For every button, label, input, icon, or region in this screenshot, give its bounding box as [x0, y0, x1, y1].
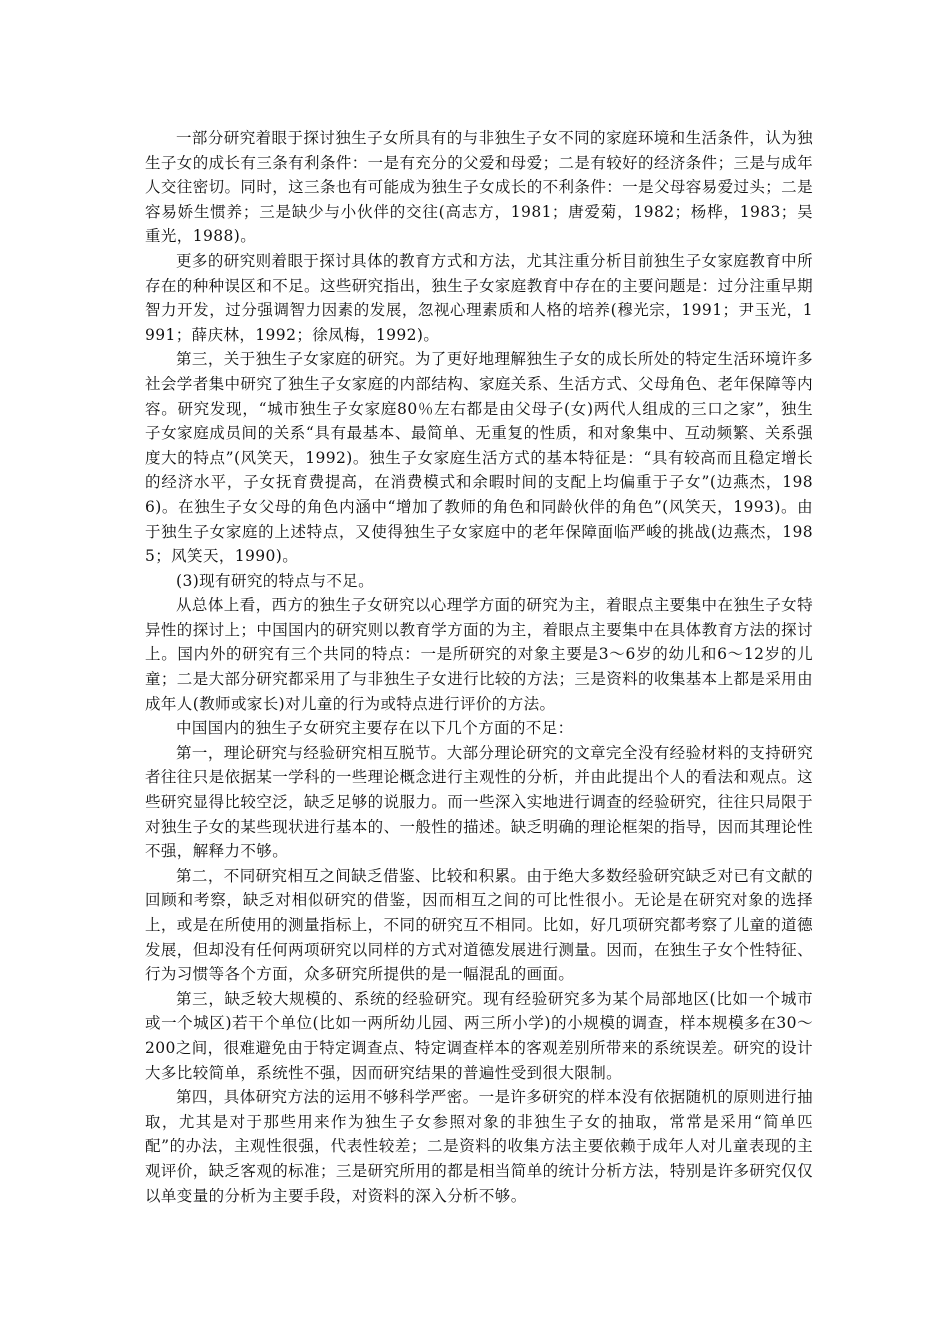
paragraph-shortcoming-3: 第三，缺乏较大规模的、系统的经验研究。现有经验研究多为某个局部地区(比如一个城市或一个城区)若干个单位(比如一两所幼儿园、两三所小学)的小规模的调查，样本规模多在30～200之间，很难避免由于特定调查点、特定调查样本的客观差别所带来的系统误差。研究的设计大多比较简单，系统性不强，因而研究结果的普遍性受到很大限制。: [145, 989, 813, 1082]
paragraph-family-conditions: 一部分研究着眼于探讨独生子女所具有的与非独生子女不同的家庭环境和生活条件，认为独生子女的成长有三条有利条件：一是有充分的父爱和母爱；二是有较好的经济条件；三是与成年人交往密切。同时，这三条也有可能成为独生子女成长的不利条件：一是父母容易爱过头；二是容易娇生惯养；三是缺少与小伙伴的交往(高志方，1981；唐爱菊，1982；杨桦，1983；吴重光，1988)。: [145, 129, 813, 246]
paragraph-family-research: 第三，关于独生子女家庭的研究。为了更好地理解独生子女的成长所处的特定生活环境许多社会学者集中研究了独生子女家庭的内部结构、家庭关系、生活方式、父母角色、老年保障等内容。研究发现，“城市独生子女家庭80％左右都是由父母子(女)两代人组成的三口之家”，独生子女家庭成员间的关系“具有最基本、最简单、无重复的性质，和对象集中、互动频繁、关系强度大的特点”(风笑天，1992)。独生子女家庭生活方式的基本特征是：“具有较高而且稳定增长的经济水平，子女抚育费提高，在消费模式和余暇时间的支配上均偏重于子女”(边燕杰，1986)。在独生子女父母的角色内涵中“增加了教师的角色和同龄伙伴的角色”(风笑天，1993)。由于独生子女家庭的上述特点，又使得独生子女家庭中的老年保障面临严峻的挑战(边燕杰，1985；风笑天，1990)。: [145, 350, 813, 566]
paragraph-shortcomings-intro: 中国国内的独生子女研究主要存在以下几个方面的不足：: [176, 719, 574, 738]
section-heading-features: (3)现有研究的特点与不足。: [176, 571, 375, 590]
paragraph-overview: 从总体上看，西方的独生子女研究以心理学方面的研究为主，着眼点主要集中在独生子女特异性的探讨上；中国国内的研究则以教育学方面的为主，着眼点主要集中在具体教育方法的探讨上。国内外的研究有三个共同的特点：一是所研究的对象主要是3～6岁的幼儿和6～12岁的儿童；二是大部分研究都采用了与非独生子女进行比较的方法；三是资料的收集基本上都是采用由成年人(教师或家长)对儿童的行为或特点进行评价的方法。: [145, 596, 813, 713]
document-body: [145, 126, 813, 1208]
paragraph-shortcoming-1: 第一，理论研究与经验研究相互脱节。大部分理论研究的文章完全没有经验材料的支持研究者往往只是依据某一学科的一些理论概念进行主观性的分析，并由此提出个人的看法和观点。这些研究显得比较空泛，缺乏足够的说服力。而一些深入实地进行调查的经验研究，往往只局限于对独生子女的某些现状进行基本的、一般性的描述。缺乏明确的理论框架的指导，因而其理论性不强，解释力不够。: [145, 743, 813, 861]
paragraph-shortcoming-4: 第四，具体研究方法的运用不够科学严密。一是许多研究的样本没有依据随机的原则进行抽取，尤其是对于那些用来作为独生子女参照对象的非独生子女的抽取，常常是采用“简单匹配”的办法，主观性很强，代表性较差；二是资料的收集方法主要依赖于成年人对儿童表现的主观评价，缺乏客观的标准；三是研究所用的都是相当简单的统计分析方法，特别是许多研究仅仅以单变量的分析为主要手段，对资料的深入分析不够。: [145, 1088, 813, 1205]
paragraph-shortcoming-2: 第二，不同研究相互之间缺乏借鉴、比较和积累。由于绝大多数经验研究缺乏对已有文献的回顾和考察，缺乏对相似研究的借鉴，因而相互之间的可比性很小。无论是在研究对象的选择上，或是在所使用的测量指标上，不同的研究互不相同。比如，好几项研究都考察了儿童的道德发展，但却没有任何两项研究以同样的方式对道德发展进行测量。因而，在独生子女个性特征、行为习惯等各个方面，众多研究所提供的是一幅混乱的画面。: [145, 866, 813, 984]
paragraph-education-methods: 更多的研究则着眼于探讨具体的教育方式和方法，尤其注重分析目前独生子女家庭教育中所存在的种种误区和不足。这些研究指出，独生子女家庭教育中存在的主要问题是：过分注重早期智力开发，过分强调智力因素的发展，忽视心理素质和人格的培养(穆光宗，1991；尹玉光，1991；薛庆林，1992；徐凤梅，1992)。: [145, 251, 813, 344]
